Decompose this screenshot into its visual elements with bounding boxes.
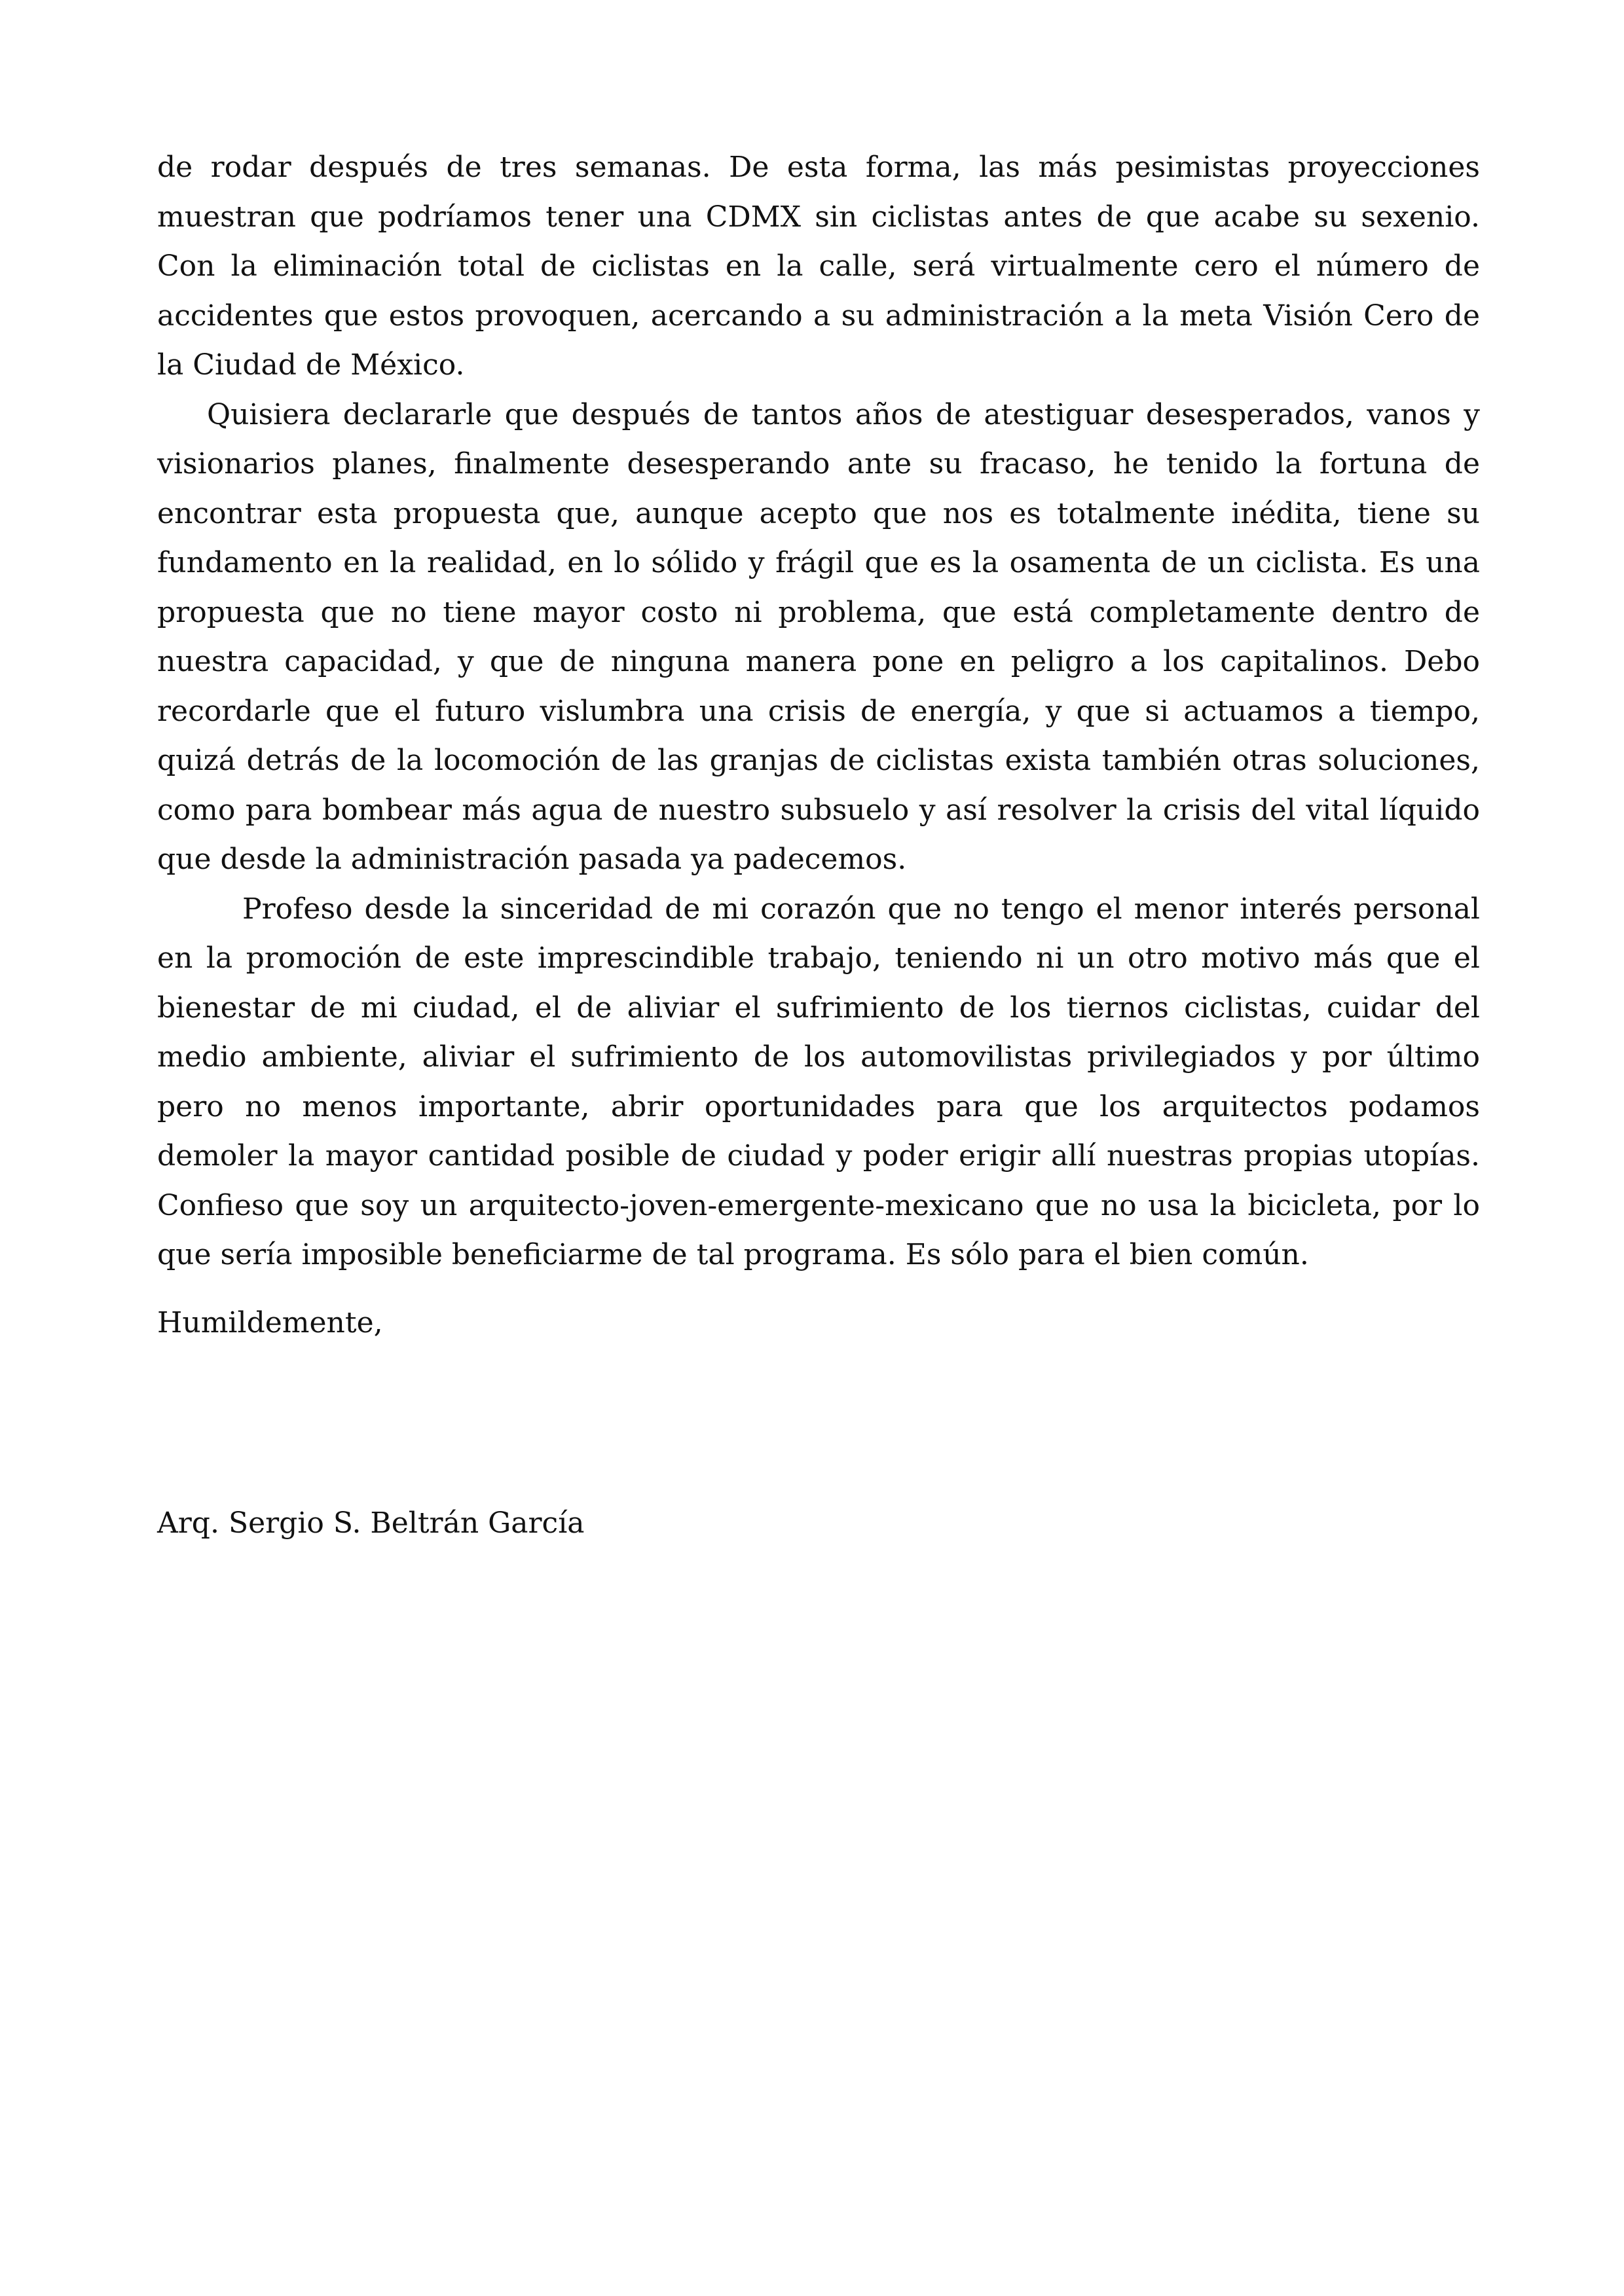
paragraph-1: de rodar después de tres semanas. De esta forma, las más pesimistas proyecciones muestran que podríamos tener una CDMX sin ciclistas antes de que acabe su sexenio. Con la eliminación total de ciclistas en la calle, será virtualmente cero el número de accidentes que estos provoquen, acercando a su administración a la meta Visión Cero de la Ciudad de México.: [157, 151, 1480, 382]
letter-signature: Arq. Sergio S. Beltrán García: [157, 1506, 585, 1540]
paragraph-3: Profeso desde la sinceridad de mi corazón que no tengo el menor interés personal en la promoción de este imprescindible trabajo, teniendo ni un otro motivo más que el bienestar de mi ciudad, el de aliviar el sufrimiento de los tiernos ciclistas, cuidar del medio ambiente, aliviar el sufrimiento de los automovilistas privilegiados y por último pero no menos importante, abrir oportunidades para que los arquitectos podamos demoler la mayor cantidad posible de ciudad y poder erigir allí nuestras propias utopías. Confieso que soy un arquitecto-joven-emergente-mexicano que no usa la bicicleta, por lo que sería imposible beneficiarme de tal programa. Es sólo para el bien común.: [157, 892, 1480, 1271]
letter-closing: Humildemente,: [157, 1306, 383, 1339]
letter-body: [157, 143, 1480, 1280]
paragraph-2: Quisiera declararle que después de tantos años de atestiguar desesperados, vanos y visionarios planes, finalmente desesperando ante su fracaso, he tenido la fortuna de encontrar esta propuesta que, aunque acepto que nos es totalmente inédita, tiene su fundamento en la realidad, en lo sólido y frágil que es la osamenta de un ciclista. Es una propuesta que no tiene mayor costo ni problema, que está completamente dentro de nuestra capacidad, y que de ninguna manera pone en peligro a los capitalinos. Debo recordarle que el futuro vislumbra una crisis de energía, y que si actuamos a tiempo, quizá detrás de la locomoción de las granjas de ciclistas exista también otras soluciones, como para bombear más agua de nuestro subsuelo y así resolver la crisis del vital líquido que desde la administración pasada ya padecemos.: [157, 397, 1480, 876]
